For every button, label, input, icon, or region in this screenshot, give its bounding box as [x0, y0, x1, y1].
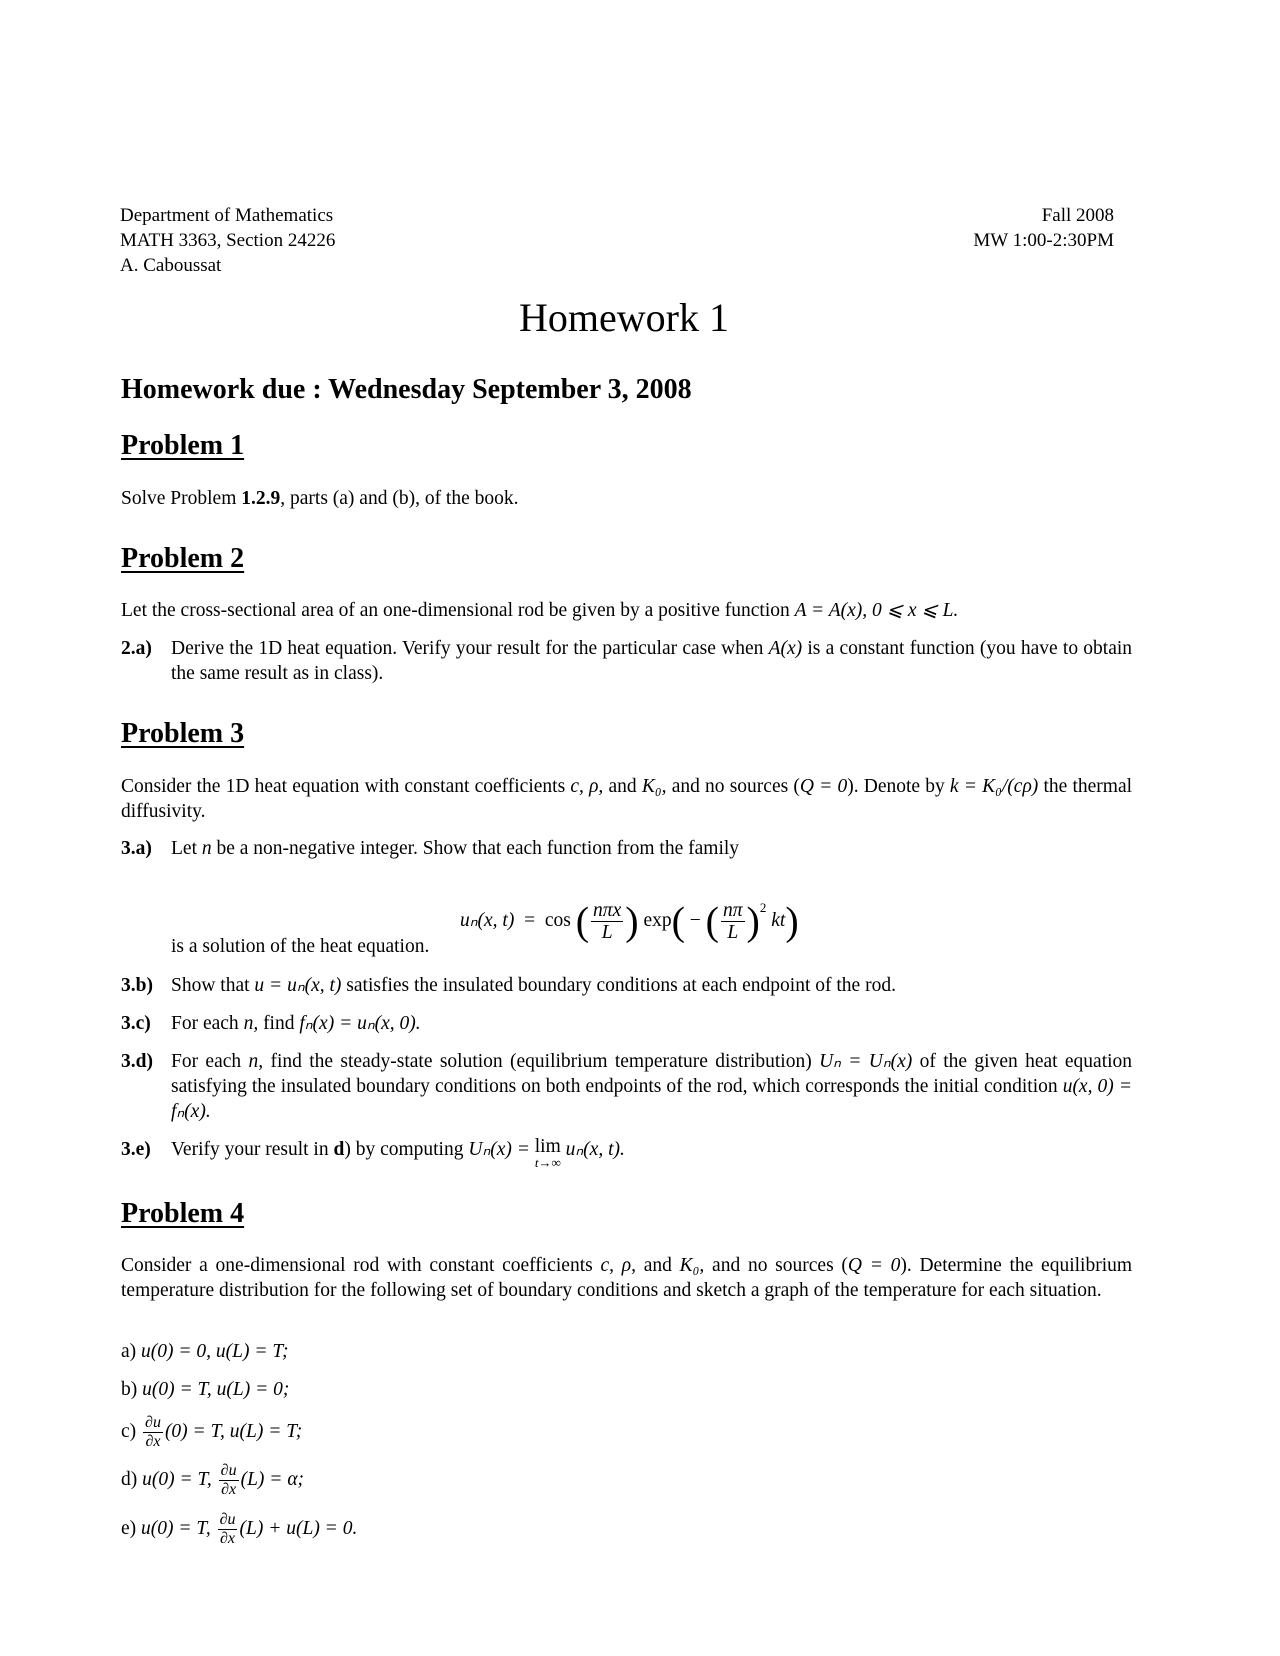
- p4a-math: u(0) = 0, u(L) = T;: [141, 1341, 289, 1362]
- p4c-math: (0) = T, u(L) = T;: [164, 1421, 303, 1442]
- p3b-label: 3.b): [121, 975, 153, 996]
- p3c-math-n: n,: [243, 1013, 259, 1034]
- p2a-text-2: is a constant function (you have to obtain the same result as in class).: [171, 638, 1133, 684]
- problem-2-title: Problem 2: [121, 543, 245, 574]
- p4d-math-1: u(0) = T,: [142, 1469, 212, 1490]
- p4-intro-math-2: K₀,: [679, 1255, 705, 1276]
- p4a-label: a): [121, 1341, 137, 1362]
- eq-frac-2: [721, 901, 745, 943]
- eq-kt: kt: [771, 910, 786, 931]
- page-title: Homework 1: [519, 295, 729, 340]
- p4-intro-1: Consider a one-dimensional rod with constant coefficients: [121, 1255, 593, 1276]
- eq-frac-2-num: nπ: [723, 899, 743, 921]
- p2a-text-1: Derive the 1D heat equation. Verify your result for the particular case when: [171, 638, 764, 659]
- problem-4-title: Problem 4: [121, 1198, 245, 1229]
- p3b-math: u = uₙ(x, t): [254, 975, 342, 996]
- p4e-frac: [218, 1512, 238, 1547]
- p3e-lim: lim: [534, 1136, 561, 1157]
- eq-frac-2-den: L: [727, 922, 739, 944]
- p4d-frac: [219, 1463, 239, 1498]
- p1-text-pre: Solve Problem: [121, 488, 242, 509]
- p3e-math-1: Uₙ(x) =: [468, 1139, 530, 1160]
- p3-intro-math-3: Q = 0: [799, 776, 848, 797]
- eq-minus: −: [689, 910, 701, 931]
- p3b-text-1: Show that: [171, 975, 250, 996]
- p3a-text-2: be a non-negative integer. Show that each function from the family: [216, 838, 740, 859]
- p3e-bold: d: [333, 1139, 345, 1160]
- problem-3-intro: [121, 774, 1132, 824]
- p2-intro-math: A = A(x), 0 ⩽ x ⩽ L.: [794, 600, 959, 621]
- problem-1-title: Problem 1: [121, 430, 245, 461]
- problem-1-text: [121, 486, 519, 511]
- eq-paren-close-2: ): [785, 898, 799, 944]
- eq-frac-1-num: nπx: [593, 899, 622, 921]
- p4-item-c: [121, 1412, 302, 1452]
- eq-paren-open-2: (: [671, 898, 685, 944]
- p4d-frac-den: ∂x: [221, 1481, 237, 1499]
- p3a-label: 3.a): [121, 838, 152, 859]
- p3e-text-1: Verify your result in: [171, 1139, 329, 1160]
- p3-intro-4: ). Denote by: [847, 776, 945, 797]
- p4e-math-1: u(0) = T,: [141, 1518, 211, 1539]
- course-code: MATH 3363, Section 24226: [120, 230, 336, 251]
- p3d-text-2: find the steady-state solution (equilibrium temperature distribution): [270, 1051, 812, 1072]
- p3e-math-2: uₙ(x, t).: [565, 1139, 625, 1160]
- schedule: MW 1:00-2:30PM: [973, 230, 1114, 251]
- p3d-text-1: For each: [171, 1051, 242, 1072]
- p3-intro-1: Consider the 1D heat equation with constant coefficients: [121, 776, 566, 797]
- problem-2-intro: [121, 598, 958, 623]
- p3-intro-2: and: [608, 776, 637, 797]
- p4-intro-math-3: Q = 0: [847, 1255, 901, 1276]
- eq-cos: cos: [544, 910, 571, 931]
- p3b-text: [171, 973, 896, 998]
- p4-intro-math-1: c, ρ,: [600, 1255, 636, 1276]
- p4e-math-2: (L) + u(L) = 0.: [239, 1518, 358, 1539]
- p1-text-post: , parts (a) and (b), of the book.: [280, 488, 519, 509]
- problem-4-intro: [121, 1253, 1132, 1303]
- p3e-text-2: ) by computing: [344, 1139, 464, 1160]
- p2a-text: [171, 636, 1132, 686]
- eq-frac-1: [591, 901, 623, 943]
- p3d-math-1: Uₙ = Uₙ(x): [819, 1051, 913, 1072]
- eq-power: 2: [759, 900, 767, 915]
- p3b-text-2: satisfies the insulated boundary conditions at each endpoint of the rod.: [346, 975, 896, 996]
- eq-paren-open-1: (: [575, 898, 590, 944]
- p4-item-a: [121, 1339, 289, 1364]
- p4e-frac-num: ∂u: [219, 1511, 236, 1529]
- eq-exp: exp: [643, 910, 672, 931]
- p3a-text: [171, 836, 739, 861]
- p4d-label: d): [121, 1469, 138, 1490]
- p3-intro-math-2: K₀,: [641, 776, 667, 797]
- problem-3-title: Problem 3: [121, 718, 245, 749]
- p4b-label: b): [121, 1379, 138, 1400]
- p4e-label: e): [121, 1518, 137, 1539]
- p3c-math: fₙ(x) = uₙ(x, 0).: [299, 1013, 421, 1034]
- p3d-label: 3.d): [121, 1051, 153, 1072]
- p3a-text-1: Let: [171, 838, 197, 859]
- eq-paren-close-3: ): [746, 898, 760, 944]
- p3e-lim-under: t→∞: [534, 1155, 561, 1170]
- eq-paren-open-3: (: [705, 898, 719, 944]
- header-right: [973, 203, 1114, 253]
- p3c-text-2: find: [263, 1013, 295, 1034]
- p3d-text: [171, 1049, 1132, 1124]
- p4b-math: u(0) = T, u(L) = 0;: [142, 1379, 290, 1400]
- department-name: Department of Mathematics: [120, 205, 334, 226]
- p3d-math-2: u(x, 0) = fₙ(x).: [171, 1076, 1132, 1122]
- p3e-text: [171, 1137, 625, 1169]
- instructor-name: A. Caboussat: [120, 255, 222, 276]
- eq-equals: =: [524, 910, 536, 931]
- p4c-frac-num: ∂u: [145, 1414, 161, 1432]
- p3c-text-1: For each: [171, 1013, 239, 1034]
- p4d-math-2: (L) = α;: [240, 1469, 305, 1490]
- p4-intro-3: and no sources (: [712, 1255, 848, 1276]
- p4-item-b: [121, 1377, 289, 1402]
- due-date: Homework due : Wednesday September 3, 2008: [121, 374, 692, 405]
- p2a-math: A(x): [768, 638, 803, 659]
- p4d-frac-num: ∂u: [220, 1462, 237, 1480]
- p3-intro-3: and no sources (: [671, 776, 800, 797]
- p4c-frac: [143, 1415, 163, 1450]
- p3-intro-math-4: k = K₀/(cρ): [949, 776, 1039, 797]
- p3e-limit: [535, 1137, 561, 1169]
- p4-intro-2: and: [643, 1255, 672, 1276]
- p4-intro-4: ). Determine the equilibrium temperature distribution for the following set of boundary conditions and sketch a graph of the temperature for each situation.: [121, 1255, 1133, 1301]
- p4-item-e: [121, 1509, 357, 1549]
- p3a-math-n: n: [201, 838, 212, 859]
- header-left: [120, 203, 335, 278]
- eq-lhs: uₙ(x, t): [460, 910, 515, 931]
- p3e-label: 3.e): [121, 1139, 151, 1160]
- p4c-frac-den: ∂x: [145, 1433, 161, 1451]
- term: Fall 2008: [1041, 205, 1114, 226]
- p3a-after: is a solution of the heat equation.: [171, 936, 430, 957]
- eq-frac-1-den: L: [601, 922, 613, 944]
- p3-intro-math-1: c, ρ,: [570, 776, 604, 797]
- p3c-text: [171, 1011, 421, 1036]
- p2a-label: 2.a): [121, 638, 152, 659]
- display-equation: [460, 880, 799, 944]
- eq-paren-close-1: ): [625, 898, 639, 944]
- p4c-label: c): [121, 1421, 137, 1442]
- p1-problem-ref: 1.2.9: [241, 488, 281, 509]
- p4e-frac-den: ∂x: [220, 1530, 236, 1548]
- p3-intro-5: the thermal diffusivity.: [121, 776, 1133, 822]
- p3d-math-n: n,: [248, 1051, 264, 1072]
- p4-item-d: [121, 1460, 304, 1500]
- p2-intro-text: Let the cross-sectional area of an one-dimensional rod be given by a positive function: [121, 600, 790, 621]
- p3d-text-3: of the given heat equation satisfying the insulated boundary conditions on both endpoints of the rod, which corresponds the initial condition: [171, 1051, 1133, 1097]
- p3c-label: 3.c): [121, 1013, 151, 1034]
